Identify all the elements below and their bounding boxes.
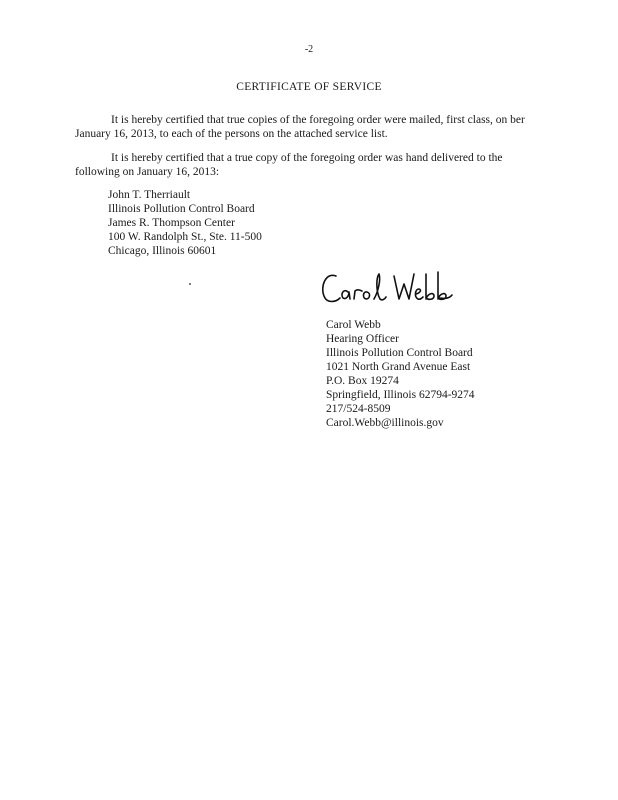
sender-organization: Illinois Pollution Control Board xyxy=(326,347,473,359)
page-number: -2 xyxy=(304,44,314,55)
handwritten-signature xyxy=(318,262,458,312)
hand-delivered-paragraph-line-2: following on January 16, 2013: xyxy=(75,166,220,178)
stray-mark xyxy=(189,283,191,285)
certificate-title: CERTIFICATE OF SERVICE xyxy=(236,81,382,93)
sender-title: Hearing Officer xyxy=(326,333,399,345)
mailed-paragraph-line-1: It is hereby certified that true copies of the foregoing order were mailed, first class, on ber xyxy=(111,114,525,126)
sender-po-box: P.O. Box 19274 xyxy=(326,375,399,387)
sender-name: Carol Webb xyxy=(326,319,381,331)
hand-delivered-paragraph xyxy=(75,151,545,179)
recipient-address-block xyxy=(108,188,262,258)
recipient-organization: Illinois Pollution Control Board xyxy=(108,203,255,215)
sender-phone: 217/524-8509 xyxy=(326,403,391,415)
hand-delivered-paragraph-line-1: It is hereby certified that a true copy of the foregoing order was hand delivered to the xyxy=(111,152,503,164)
sender-street: 1021 North Grand Avenue East xyxy=(326,361,471,373)
recipient-building: James R. Thompson Center xyxy=(108,217,235,229)
sender-city: Springfield, Illinois 62794-9274 xyxy=(326,389,475,401)
sender-signature-block xyxy=(326,318,475,430)
mailed-paragraph xyxy=(75,113,545,141)
recipient-name: John T. Therriault xyxy=(108,189,191,201)
mailed-paragraph-line-2: January 16, 2013, to each of the persons on the attached service list. xyxy=(75,128,388,140)
sender-email: Carol.Webb@illinois.gov xyxy=(326,417,444,429)
recipient-street: 100 W. Randolph St., Ste. 11-500 xyxy=(108,231,262,243)
recipient-city: Chicago, Illinois 60601 xyxy=(108,245,217,257)
